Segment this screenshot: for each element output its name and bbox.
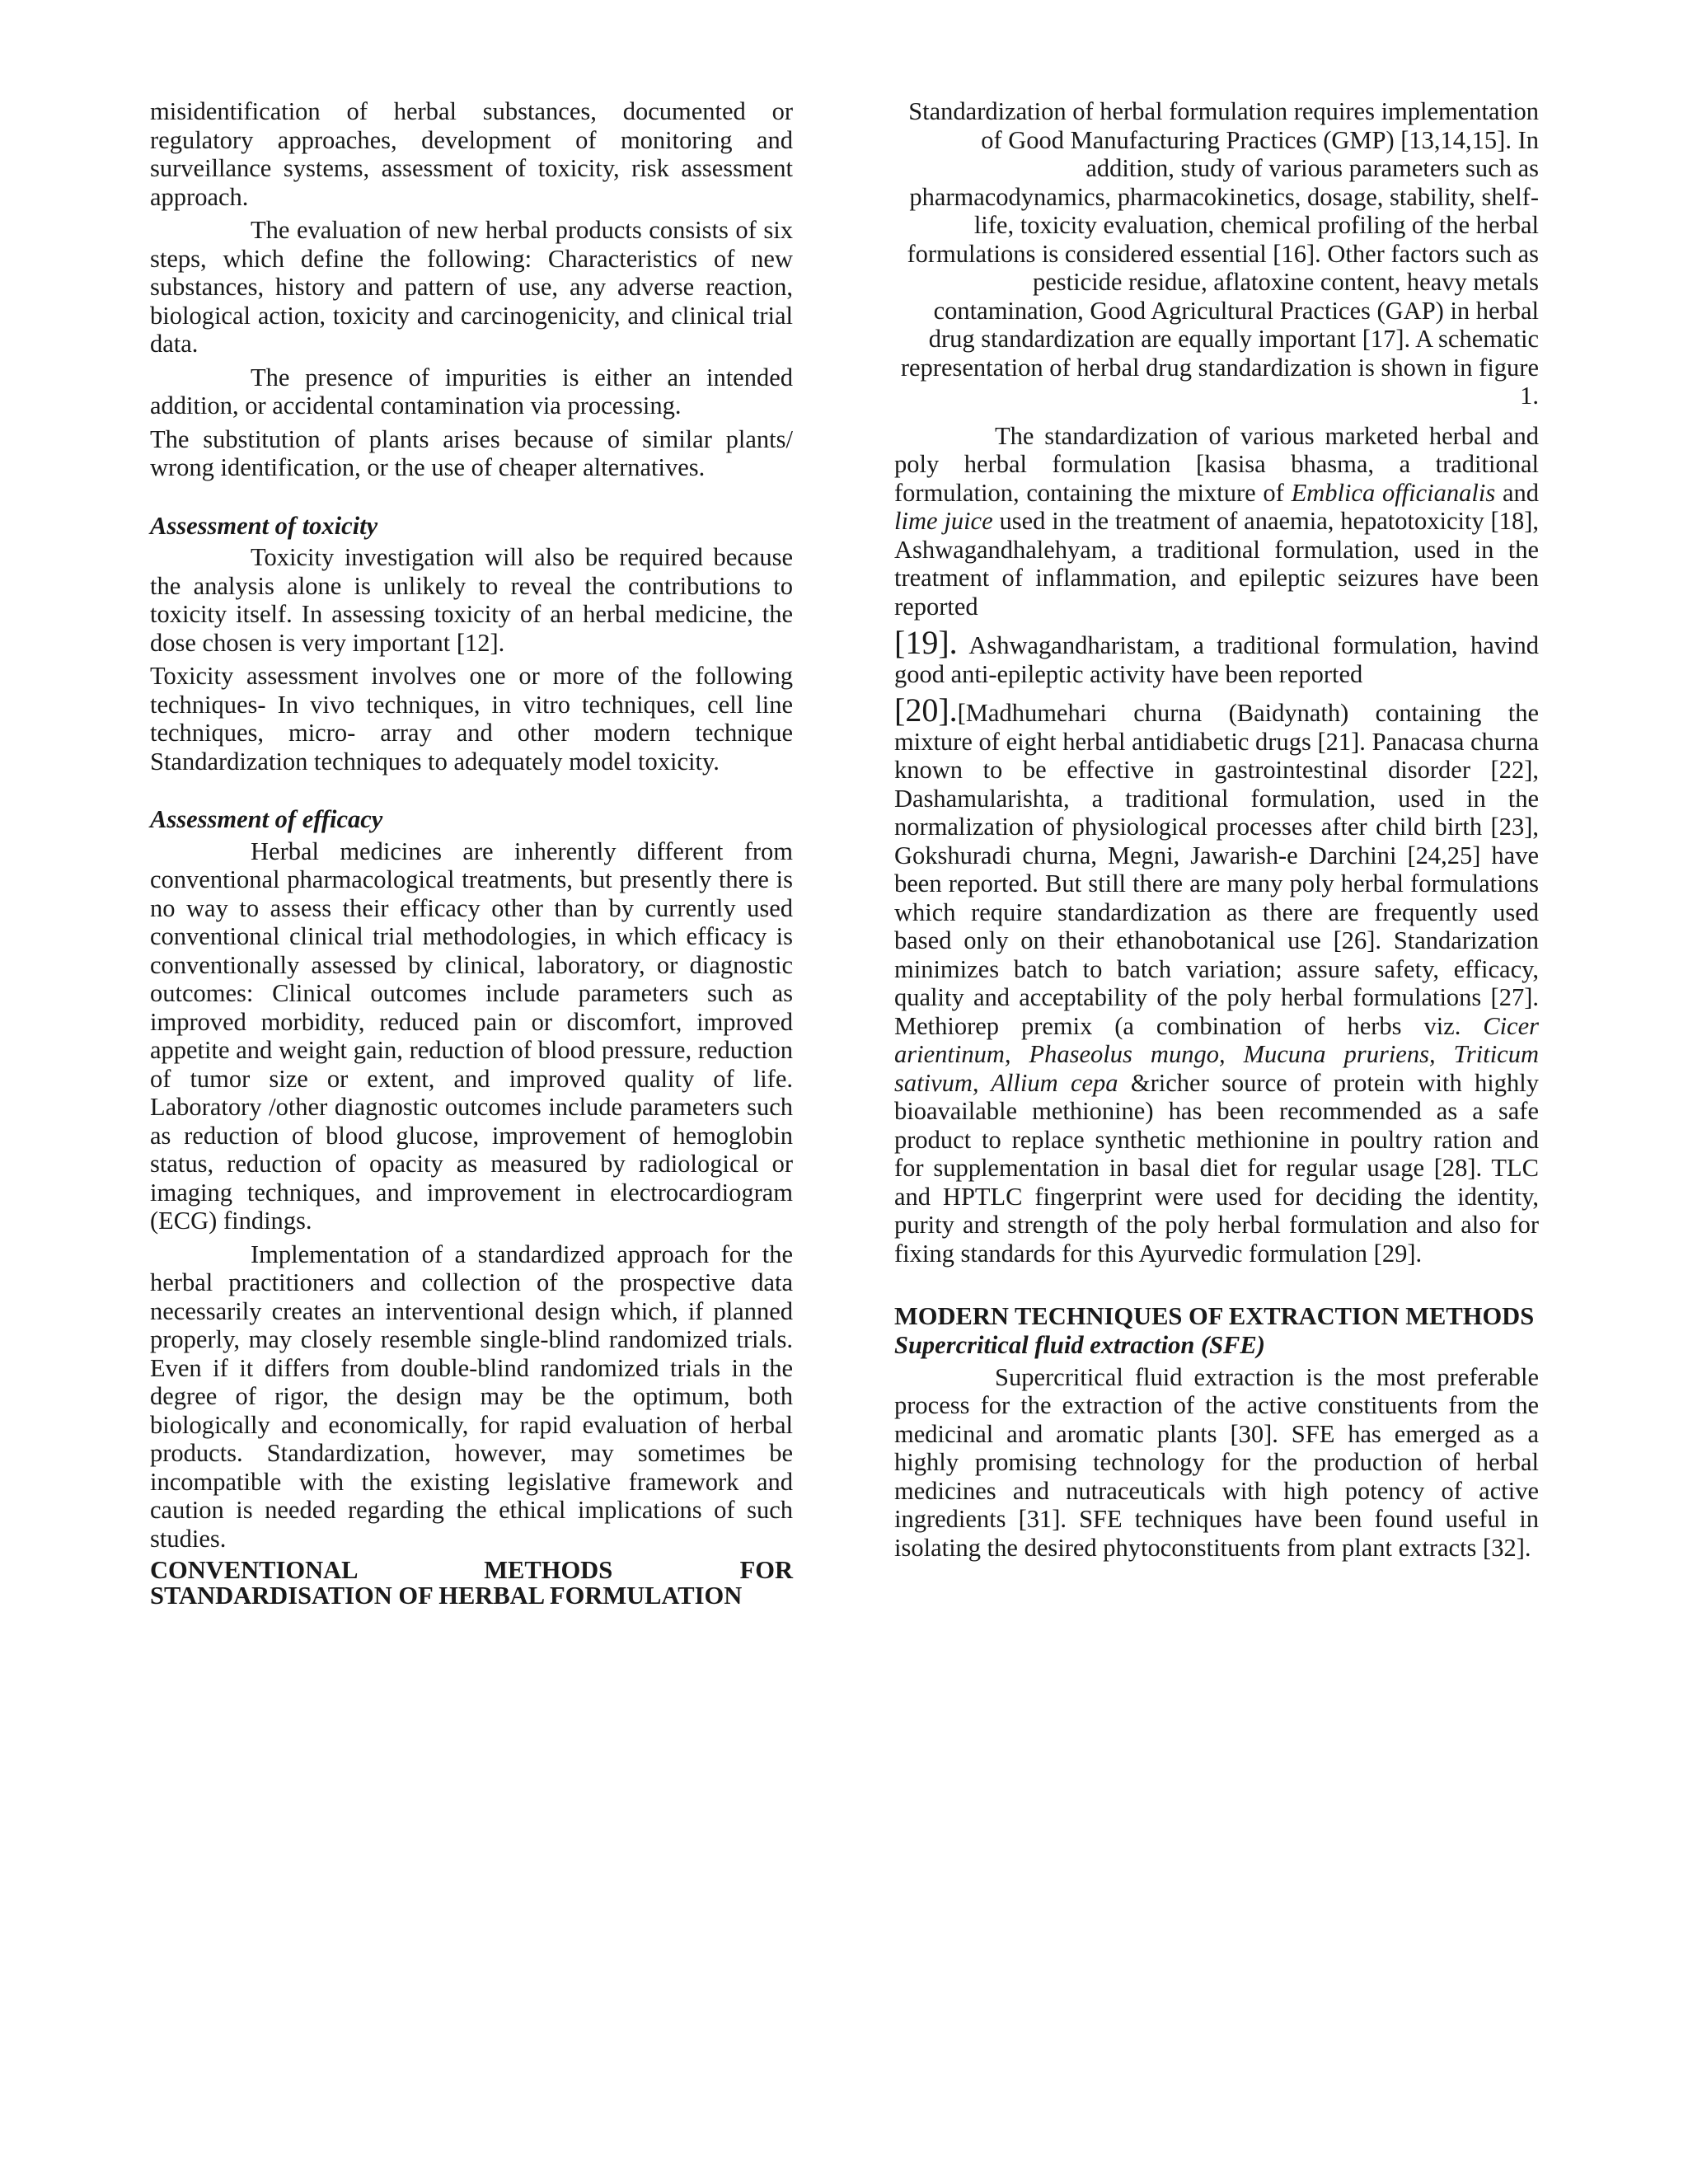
paragraph-madhumehari-churna: [20].[Madhumehari churna (Baidynath) containing the mixture of eight herbal antidiabetic drugs [21]. Panacasa churna known to be effective in gastrointestinal disorder [22], Dashamularishta, a traditional formulation, used in the normalization of physiological processes after child birth [23], Gokshuradi churna, Megni, Jawarish-e Darchini [24,25] have been reported. But still there are many poly herbal formulations which require standardization as there are frequently used based only on their ethanobotanical use [26]. Standarization minimizes batch to batch variation; assure safety, efficacy, quality and acceptability of the poly herbal formulations [27]. Methiorep premix (a combination of herbs viz. Cicer arientinum, Phaseolus mungo, Mucuna pruriens, Triticum sativum, Allium cepa &richer source of protein with highly bioavailable methionine) has been recommended as a safe product to replace synthetic methionine in poultry ration and for supplementation in basal diet for regular usage [28]. TLC and HPTLC fingerprint were used for deciding the identity, purity and strength of the poly herbal formulation and also for fixing standards for this Ayurvedic formulation [29]. — [894, 691, 1539, 1268]
heading-modern-techniques: MODERN TECHNIQUES OF EXTRACTION METHODS — [894, 1302, 1535, 1330]
spacer — [894, 1272, 1539, 1304]
species-emblica: Emblica officianalis — [1291, 478, 1496, 507]
species-list: Cicer arientinum, Phaseolus mungo, Mucuna pruriens, Triticum sativum, Allium cepa — [894, 1011, 1539, 1097]
right-column — [894, 97, 1539, 1567]
heading-assessment-toxicity: Assessment of toxicity — [150, 511, 378, 540]
species-lime-juice: lime juice — [894, 507, 993, 535]
reference-20: [20]. — [894, 691, 958, 729]
spacer — [894, 415, 1539, 422]
paragraph-toxicity-investigation: Toxicity investigation will also be required because the analysis alone is unlikely to reveal the contributions to toxicity itself. In assessing toxicity of an herbal medicine, the dose chosen is very important [12]. — [150, 543, 793, 657]
paragraph-standardized-approach: Implementation of a standardized approach for the herbal practitioners and collection of the prospective data necessarily creates an interventional design which, if planned properly, may closely resemble single-blind randomized trials. Even if it differs from double-blind randomized trials in the degree of rigor, the design may be the optimum, both biologically and economically, for rapid evaluation of herbal products. Standardization, however, may sometimes be incompatible with the existing legislative framework and caution is needed regarding the ethical implications of such studies. — [150, 1240, 793, 1553]
spacer — [150, 487, 793, 512]
paragraph-toxicity-techniques: Toxicity assessment involves one or more of the following techniques- In vivo techniques, in vitro techniques, cell line techniques, micro- array and other modern technique Standardization techniques to adequately model toxicity. — [150, 662, 793, 776]
heading-assessment-efficacy: Assessment of efficacy — [150, 805, 383, 833]
heading-sfe: Supercritical fluid extraction (SFE) — [894, 1331, 1265, 1359]
paragraph-efficacy-outcomes: Herbal medicines are inherently different from conventional pharmacological treatments, but presently there is no way to assess their efficacy other than by currently used conventional clinical trial methodologies, in which efficacy is conventionally assessed by clinical, laboratory, or diagnostic outcomes: Clinical outcomes include parameters such as improved morbidity, reduced pain or discomfort, improved appetite and weight gain, reduction of blood pressure, reduction of tumor size or extent, and improved quality of life. Laboratory /other diagnostic outcomes include parameters such as reduction of blood glucose, improvement of hemoglobin status, reduction of opacity as measured by radiological or imaging techniques, and improvement in electrocardiogram (ECG) findings. — [150, 837, 793, 1235]
paragraph-ashwagandharistam: [19]. Ashwagandharistam, a traditional formulation, havind good anti-epileptic activity have been reported — [894, 624, 1539, 688]
paragraph-impurities: The presence of impurities is either an intended addition, or accidental contamination via processing. — [150, 363, 793, 419]
spacer — [150, 780, 793, 805]
left-column — [150, 97, 793, 1609]
reference-19: [19]. — [894, 624, 958, 661]
heading-conventional-methods: CONVENTIONAL METHODS FOR STANDARDISATION OF HERBAL FORMULATION — [150, 1556, 793, 1610]
paragraph-sfe: Supercritical fluid extraction is the most preferable process for the extraction of the active constituents from the medicinal and aromatic plants [30]. SFE has emerged as a highly promising technology for the production of herbal medicines and nutraceuticals with high potency of active ingredients [31]. SFE techniques have been found useful in isolating the desired phytoconstituents from plant extracts [32]. — [894, 1362, 1539, 1562]
paragraph-evaluation-steps: The evaluation of new herbal products consists of six steps, which define the following: Characteristics of new substances, history and pattern of use, any adverse reaction, biological action, toxicity and carcinogenicity, and clinical trial data. — [150, 216, 793, 358]
paragraph-marketed-formulations: The standardization of various marketed herbal and poly herbal formulation [kasisa bhasma, a traditional formulation, containing the mixture of Emblica officianalis and lime juice used in the treatment of anaemia, hepatotoxicity [18], Ashwagandhalehyam, a traditional formulation, used in the treatment of inflammation, and epileptic seizures have been reported — [894, 421, 1539, 621]
paragraph-misidentification: misidentification of herbal substances, documented or regulatory approaches, development of monitoring and surveillance systems, assessment of toxicity, risk assessment approach. — [150, 97, 793, 211]
paragraph-gmp-requirements: Standardization of herbal formulation requires implementation of Good Manufacturing Practices (GMP) [13,14,15]. In addition, study of various parameters such as pharmacodynamics, pharmacokinetics, dosage, stability, shelf-life, toxicity evaluation, chemical profiling of the herbal formulations is considered essential [16]. Other factors such as pesticide residue, aflatoxine content, heavy metals contamination, Good Agricultural Practices (GAP) in herbal drug standardization are equally important [17]. A schematic representation of herbal drug standardization is shown in figure 1. — [900, 97, 1539, 410]
paragraph-substitution: The substitution of plants arises because of similar plants/ wrong identification, or the use of cheaper alternatives. — [150, 424, 793, 481]
